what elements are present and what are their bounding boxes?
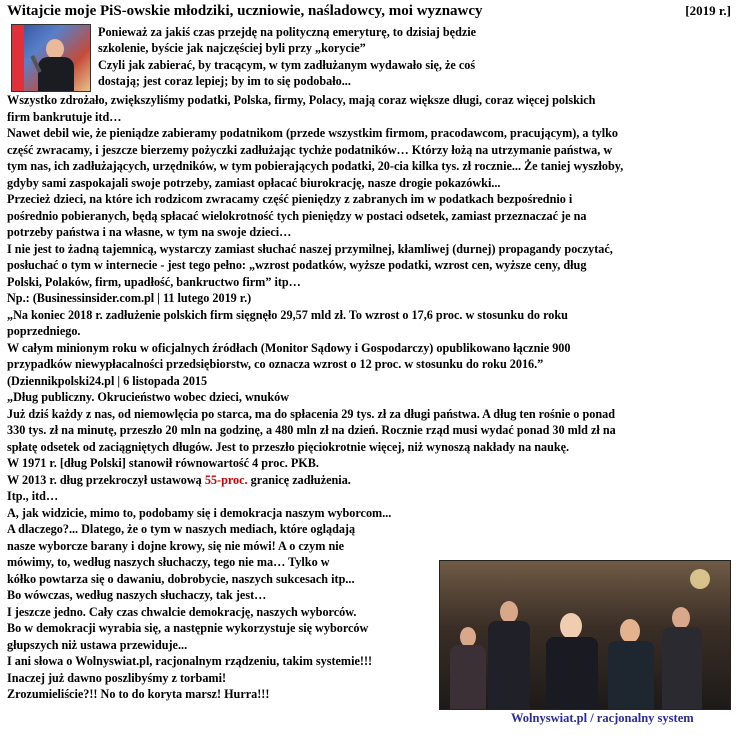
quote-line: Już dziś każdy z nas, od niemowlęcia po starca, ma do spłacenia 29 tys. zł za długi państwa. A dług ten rośnie o ponad [7,406,615,421]
system-link[interactable]: racjonalny system [596,711,694,725]
body-line: głupszych niż ustawa przewiduje... [7,637,188,652]
quote-line: poprzedniego. [7,324,81,338]
quote-line: W całym minionym roku w oficjalnych źródłach (Monitor Sądowy i Gospodarczy) opublikowano łącznie 900 [7,340,571,355]
page-title: Witajcie moje PiS-owskie młodziki, uczniowie, naśladowcy, moi wyznawcy [7,3,483,19]
body-line: I ani słowa o Wolnyswiat.pl, racjonalnym rządzeniu, takim systemie!!! [7,654,373,668]
body-line: kółko powtarza się o dawaniu, dobrobycie, naszych sukcesach itp... [7,571,355,586]
debt-limit-line [7,472,733,489]
speaker-head [46,39,64,59]
person-body [450,645,486,710]
debt-limit-highlight: 55-proc. [204,472,248,487]
person-body [608,641,654,710]
quote-heading: „Dług publiczny. Okrucieństwo wobec dzieci, wnuków [7,390,290,404]
person-head [672,607,690,629]
quote-line: przypadków niewypłacalności przedsiębiorstw, co oznacza wzrost o 12 proc. w stosunku do roku 2016.” [7,357,544,371]
speaker-photo [11,24,91,92]
intro-text [98,24,618,90]
body-line: Itp., itd… [7,489,59,503]
body-line: pośrednio pobieranych, będą spłacać wielokrotność tych pieniędzy w postaci odsetek, zamiast przeznaczać je na [7,208,587,223]
body-line: Polski, Polaków, firm, upadłość, bankructwo firm” itp… [7,274,301,289]
body-line: Inaczej już dawno poszlibyśmy z torbami! [7,670,227,685]
body-line: nasze wyborcze barany i dojne krowy, się nie mówi! A o czym nie [7,538,345,553]
footer [511,711,694,726]
body-line: firm bankrutuje itd… [7,109,122,124]
body-line: Bo wówczas, według naszych słuchaczy, tak jest… [7,588,267,602]
footer-separator: / [587,711,597,725]
body-line: Przecież dzieci, na które ich rodzicom zwracamy część pieniędzy z zabranych im w podatkach bezpośrednio i [7,192,573,206]
crowd-photo [439,560,731,710]
body-line: A dlaczego?... Dlatego, że o tym w naszych mediach, które oglądają [7,522,356,536]
intro-line: Czyli jak zabierać, by tracącym, w tym zadłużanym wydawało się, że coś [98,57,476,72]
source-citation: Np.: (Businessinsider.com.pl | 11 lutego 2019 r.) [7,291,252,305]
body-line: mówimy, to, według naszych słuchaczy, tego nie ma… Tylko w [7,555,330,569]
body-line: I jeszcze jedno. Cały czas chwalcie demokrację, naszych wyborców. [7,604,357,619]
person-body [488,621,530,710]
lamp-light [690,569,710,589]
body-line: posłuchać o tym w internecie - jest tego pełno: „wzrost podatków, wyższe podatki, wzrost cen, wyższe ceny, dług [7,258,587,272]
person-body [546,637,598,710]
debt-limit-text: W 2013 r. dług przekroczył ustawową [7,472,205,487]
year-label: [2019 r.] [685,3,731,18]
body-line: część zwracamy, i jeszcze bierzemy pożyczki zadłużając tychże podatników… Którzy łożą na utrzymanie państwa, w [7,142,613,157]
body-line: I nie jest to żadną tajemnicą, wystarczy zamiast słuchać naszej przymilnej, kłamliwej (durnej) propagandy poczytać, [7,241,613,256]
speaker-suit [38,57,74,92]
intro-line: dostają; jest coraz lepiej; by im to się podobało... [98,74,351,89]
body-line: gdyby sami zaspokajali swoje potrzeby, zamiast opłacać biurokrację, nasze drogie pokazówki... [7,175,501,190]
body-line: Wszystko zdrożało, zwiększyliśmy podatki, Polska, firmy, Polacy, mają coraz większe długi, coraz więcej polskich [7,93,596,107]
person-head [620,619,640,643]
quote-line: W 1971 r. [dług Polski] stanowił równowartość 4 proc. PKB. [7,456,319,470]
debt-limit-text-end: granicę zadłużenia. [247,472,351,487]
body-line: A, jak widzicie, mimo to, podobamy się i demokracja naszym wyborcom... [7,505,392,520]
source-citation: (Dziennikpolski24.pl | 6 listopada 2015 [7,373,208,388]
photo-credit-strip [442,581,450,701]
person-head [460,627,476,647]
quote-line: 330 tys. zł na minutę, przeszło 20 mln na godzinę, a 480 mln zł na dzień. Rocznie rząd musi wydać ponad 30 mld zł na [7,423,616,437]
quote-line: spłatę odsetek od zaciągniętych długów. Jest to przeszło pięciokrotnie więcej, niż wynoszą nakłady na naukę. [7,439,570,454]
person-body [662,627,702,710]
flag-band [12,25,24,91]
body-line: Bo w demokracji wyrabia się, a następnie wykorzystuje się wyborców [7,621,369,635]
intro-line: szkolenie, byście jak najczęściej byli przy „korycie” [98,41,366,56]
site-link[interactable]: Wolnyswiat.pl [511,711,588,725]
person-head [560,613,582,639]
header [7,3,731,23]
intro-line: Ponieważ za jakiś czas przejdę na polityczną emeryturę, to dzisiaj będzie [98,25,477,39]
person-head [500,601,518,623]
closing-line: Zrozumieliście?!! No to do koryta marsz! Hurra!!! [7,687,270,701]
body-line: tym nas, ich zadłużających, urzędników, w tym pobierających podatki, 20-cia kilka tys. zł rocznie... Że taniej wyszłoby, [7,159,624,173]
body-line: potrzeby państwa i na własne, w tym na swoje dzieci… [7,225,292,239]
body-line: Nawet debil wie, że pieniądze zabieramy podatnikom (przede wszystkim firmom, pracodawcom, pracującym), a tylko [7,126,618,140]
quote-line: „Na koniec 2018 r. zadłużenie polskich firm sięgnęło 29,57 mld zł. To wzrost o 17,6 proc. w stosunku do roku [7,307,568,322]
